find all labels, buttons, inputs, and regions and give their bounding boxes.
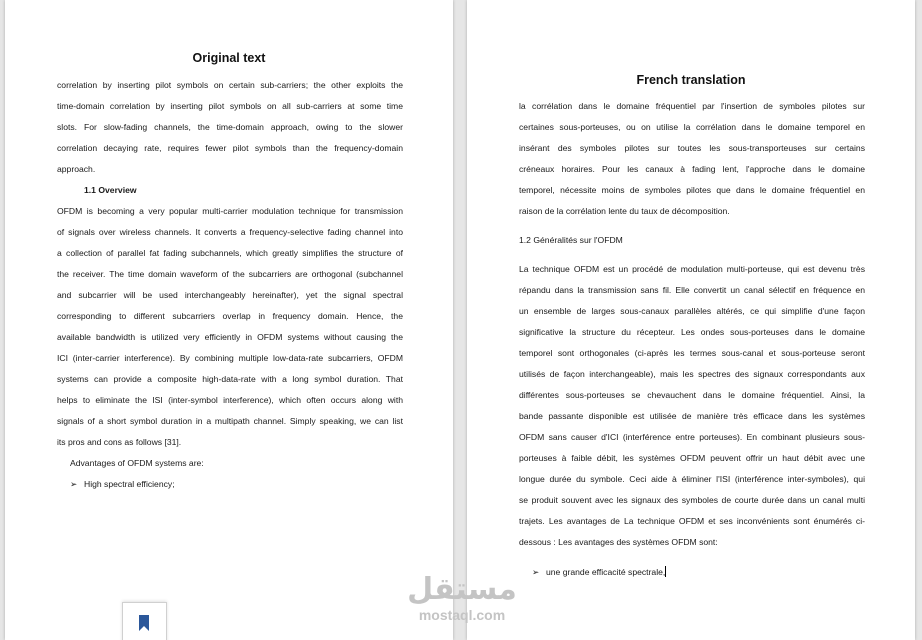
mostaql-watermark: [402, 572, 522, 632]
text-line: un ensemble de larges sous-canaux parallèles altérés, ce qui simplifie d'une façon: [519, 306, 865, 316]
text-line: répandu dans la transmission sans fil. Elle convertit un canal sélectif en fréquence en: [519, 285, 865, 295]
section-heading: 1.1 Overview: [84, 185, 137, 195]
text-line: bande passante disponible est utilisée de manière très efficace dans les systèmes: [519, 411, 865, 421]
french-translation-page: [467, 0, 915, 640]
text-line: certaines sous-porteuses, ou on utilise la corrélation dans le domaine temporel en: [519, 122, 865, 132]
text-line: the receiver. The time domain waveform of the subcarriers are orthogonal (subchannel: [57, 269, 403, 279]
text-line: temporel sont orthogonales (ci-après les termes sous-canal et sous-porteuse seront: [519, 348, 865, 358]
text-line: time-domain correlation by inserting pilot symbols on all sub-carriers at some time: [57, 101, 403, 111]
bookmark-button[interactable]: [122, 602, 167, 640]
watermark-latin: mostaql.com: [418, 607, 506, 623]
list-item: [57, 474, 403, 495]
text-line: différentes sous-porteuses se chevauchent dans le domaine fréquentiel. Ainsi, la: [519, 390, 865, 400]
text-line: utilisés de façon interchangeable), mais les spectres des signaux correspondants aux: [519, 369, 865, 379]
arrow-bullet-icon: ➢: [70, 479, 78, 489]
text-line: systems can provide a composite high-data-rate with a long symbol duration. That: [57, 374, 403, 384]
text-line: dessous : Les avantages des systèmes OFDM sont:: [519, 537, 718, 547]
text-line: slots. For slow-fading channels, the time-domain approach, owing to the slower: [57, 122, 403, 132]
section-heading: 1.2 Généralités sur l'OFDM: [519, 235, 623, 245]
text-line: porteuses à faible débit, les systèmes OFDM peuvent offrir un haut débit avec une: [519, 453, 865, 463]
page-title-original: Original text: [192, 51, 266, 65]
text-line: raison de la corrélation lente du taux de décomposition.: [519, 206, 730, 216]
page-title-translation: French translation: [636, 73, 746, 87]
text-line: corresponding to different subcarriers overlap in frequency domain. Hence, the: [57, 311, 403, 321]
text-line: signals of a short symbol duration in a multipath channel. Simply speaking, we can list: [57, 416, 403, 426]
text-line: available bandwidth is utilized very efficiently in OFDM systems without causing the: [57, 332, 403, 342]
text-line: of signals over wireless channels. It converts a frequency-selective fading channel into: [57, 227, 403, 237]
original-text-page: [5, 0, 453, 640]
text-cursor: [665, 566, 666, 577]
text-line: correlation decaying rate, requires fewer pilot symbols than the frequency-domain: [57, 143, 403, 153]
text-line: significative la structure du récepteur. Les ondes sous-porteuses dans le domaine: [519, 327, 865, 337]
text-line: créneaux horaires. Pour les canaux à fading lent, l'approche dans le domaine: [519, 164, 865, 174]
text-line: OFDM sans causer d'ICI (interférence entre porteuses). En combinant plusieurs sous-: [519, 432, 865, 442]
text-line: insérant des symboles pilotes sur toutes les sous-transporteuses sur certains: [519, 143, 865, 153]
list-item: [519, 562, 865, 583]
list-item-text: High spectral efficiency;: [84, 479, 175, 489]
text-line: longue durée du symbole. Ceci aide à éliminer l'ISI (interférence inter-symboles), qui: [519, 474, 865, 484]
original-text-body: [57, 75, 403, 495]
advantages-intro: Advantages of OFDM systems are:: [70, 458, 204, 468]
text-line: correlation by inserting pilot symbols on certain sub-carriers; the other exploits the: [57, 80, 403, 90]
text-line: helps to eliminate the ISI (inter-symbol interference), which often occurs along with: [57, 395, 403, 405]
text-line: a collection of parallel fat fading subchannels, which greatly simplifies the structure of: [57, 248, 403, 258]
arrow-bullet-icon: ➢: [532, 567, 540, 577]
watermark-arabic: مستقل: [407, 572, 517, 607]
text-line: OFDM is becoming a very popular multi-carrier modulation technique for transmission: [57, 206, 403, 216]
text-line: and subcarrier will be used interchangeably hereinafter), yet the signal spectral: [57, 290, 403, 300]
text-line: temporel, nécessite moins de symboles pilotes que dans le domaine fréquentiel en: [519, 185, 865, 195]
text-line: ICI (inter-carrier interference). By combining multiple low-data-rate subcarriers, OFDM: [57, 353, 403, 363]
text-line: its pros and cons as follows [31].: [57, 437, 182, 447]
text-line: la corrélation dans le domaine fréquentiel par l'insertion de symboles pilotes sur: [519, 101, 865, 111]
text-line: approach.: [57, 164, 96, 174]
translation-text-body: [519, 96, 865, 583]
bookmark-icon: [138, 615, 150, 631]
text-line: trajets. Les avantages de La technique OFDM et ses inconvénients sont énumérés ci-: [519, 516, 865, 526]
text-line: La technique OFDM est un procédé de modulation multi-porteuse, qui est devenu très: [519, 264, 865, 274]
text-line: se produit souvent avec les signaux des symboles de courte durée dans un canal multi: [519, 495, 865, 505]
list-item-text: une grande efficacité spectrale,: [546, 567, 666, 577]
